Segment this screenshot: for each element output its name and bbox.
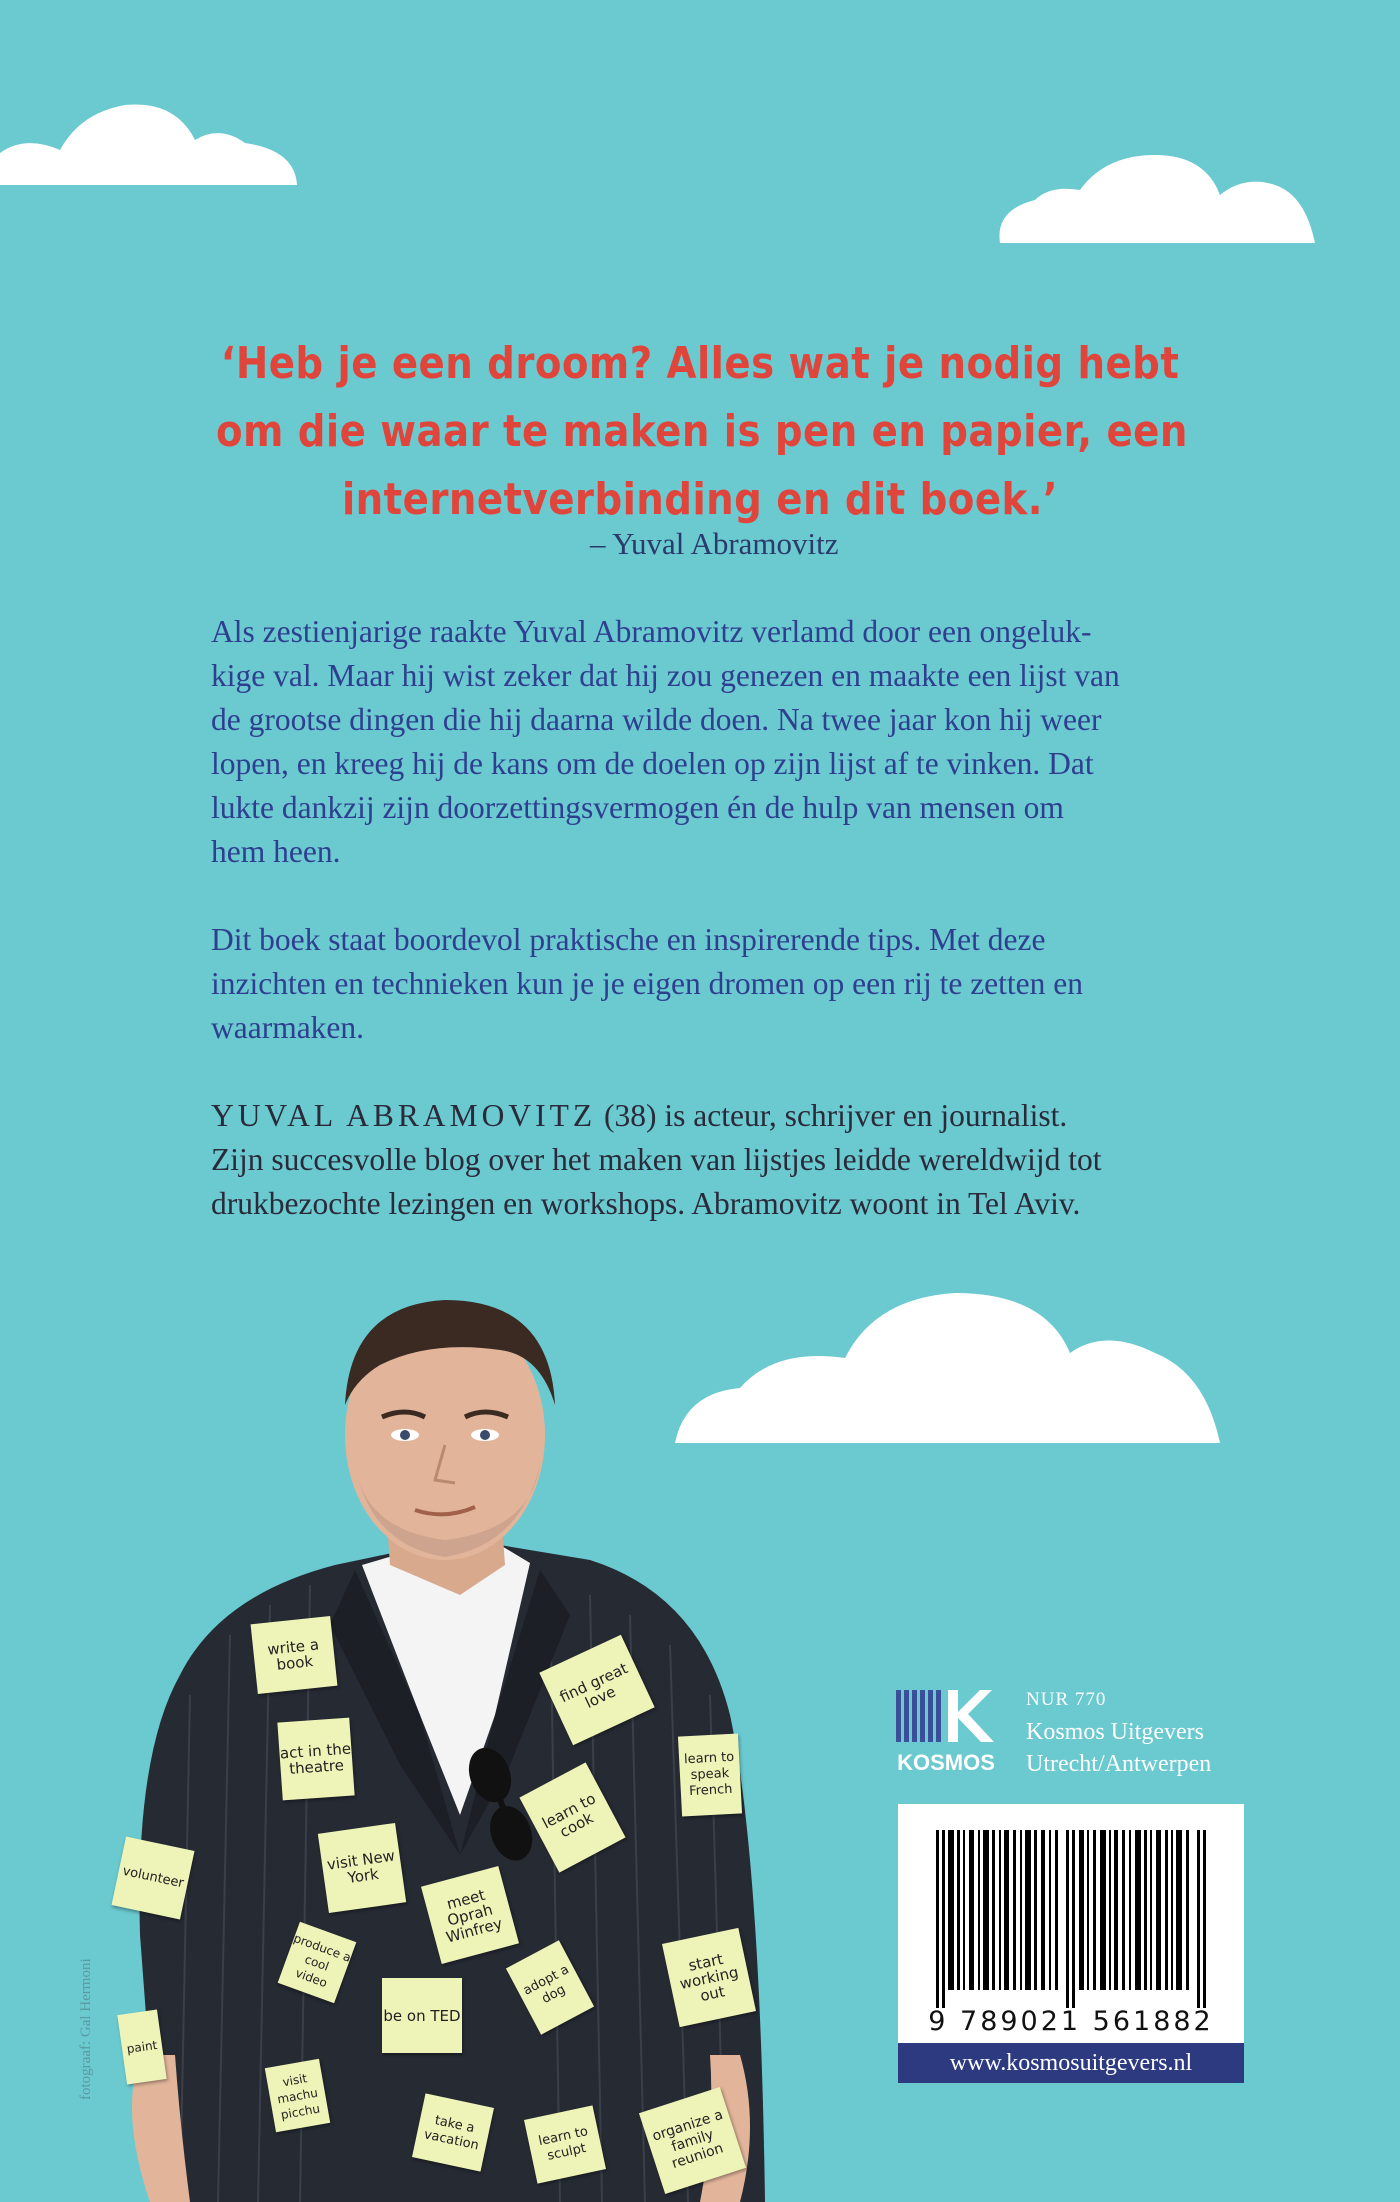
sticky-note: be on TED	[382, 1978, 462, 2053]
text-line: Dit boek staat boordevol praktische en inspirerende tips. Met deze	[211, 922, 1046, 957]
publisher-location: Utrecht/Antwerpen	[1026, 1751, 1212, 1777]
quote-line: internetverbinding en dit boek.’	[341, 474, 1059, 525]
text-line: Zijn succesvolle blog over het maken van lijstjes leidde wereldwijd tot	[211, 1142, 1102, 1177]
bio-first-line	[211, 1094, 1261, 1138]
sticky-note: produce a cool video	[278, 1922, 357, 2004]
publisher-info	[1026, 1684, 1211, 1780]
cloud-top-left-icon	[0, 95, 300, 185]
blurb-paragraph-2	[211, 918, 1261, 1050]
text-line: hem heen.	[211, 834, 341, 869]
author-name: YUVAL ABRAMOVITZ	[211, 1098, 597, 1133]
text-line: inzichten en technieken kun je je eigen dromen op een rij te zetten en	[211, 966, 1084, 1001]
logo-text: KOSMOS	[897, 1750, 995, 1774]
sticky-note: organize a family reunion	[639, 2087, 746, 2194]
photo-credit: fotograaf: Gal Hermoni	[78, 1958, 94, 2100]
text-line: kige val. Maar hij wist zeker dat hij zou genezen en maakte een lijst van	[211, 658, 1120, 693]
sticky-note: start working out	[662, 1928, 756, 2027]
sticky-note: find great love	[539, 1635, 654, 1746]
quote-line: ‘Heb je een droom? Alles wat je nodig hebt	[220, 338, 1180, 389]
bio-first-line-rest: (38) is acteur, schrijver en journalist.	[596, 1098, 1068, 1133]
nur-code: NUR 770	[1026, 1689, 1107, 1710]
kosmos-logo-icon	[896, 1688, 1000, 1774]
sticky-note: learn to cook	[519, 1762, 625, 1872]
author-bio	[211, 1094, 1261, 1226]
text-line: lopen, en kreeg hij de kans om de doelen op zijn lijst af te vinken. Dat	[211, 746, 1094, 781]
barcode-bars-icon	[936, 1830, 1206, 2008]
headline-quote	[216, 330, 1188, 534]
sticky-note: visit machu picchu	[265, 2059, 330, 2133]
text-line: Als zestienjarige raakte Yuval Abramovitz verlamd door een ongeluk-	[211, 614, 1092, 649]
sticky-note: act in the theatre	[277, 1718, 354, 1801]
text-line: de grootse dingen die hij daarna wilde doen. Na twee jaar kon hij weer	[211, 702, 1102, 737]
text-line: waarmaken.	[211, 1010, 365, 1045]
text-line: drukbezochte lezingen en workshops. Abramovitz woont in Tel Aviv.	[211, 1186, 1081, 1221]
sticky-note: visit New York	[318, 1823, 406, 1913]
blurb-paragraph-1	[211, 610, 1261, 874]
cloud-top-right-icon	[995, 150, 1320, 245]
sticky-note: adopt a dog	[506, 1940, 594, 2034]
sticky-note: write a book	[251, 1616, 338, 1694]
website-link[interactable]: www.kosmosuitgevers.nl	[898, 2043, 1244, 2083]
barcode	[898, 1804, 1244, 2062]
sticky-note: meet Oprah Winfrey	[421, 1866, 519, 1964]
text-line: lukte dankzij zijn doorzettingsvermogen én de hulp van mensen om	[211, 790, 1064, 825]
sticky-note: learn to speak French	[678, 1733, 742, 1816]
quote-attribution: – Yuval Abramovitz	[590, 526, 839, 561]
publisher-name: Kosmos Uitgevers	[1026, 1719, 1204, 1745]
sticky-note: volunteer	[111, 1836, 194, 1919]
sticky-note: take a vacation	[412, 2093, 494, 2171]
quote-line: om die waar te maken is pen en papier, een	[216, 406, 1188, 457]
isbn-digits: 9 789021 561882	[928, 2006, 1214, 2037]
sticky-note: paint	[117, 2010, 166, 2085]
sticky-note: learn to sculpt	[524, 2105, 606, 2183]
